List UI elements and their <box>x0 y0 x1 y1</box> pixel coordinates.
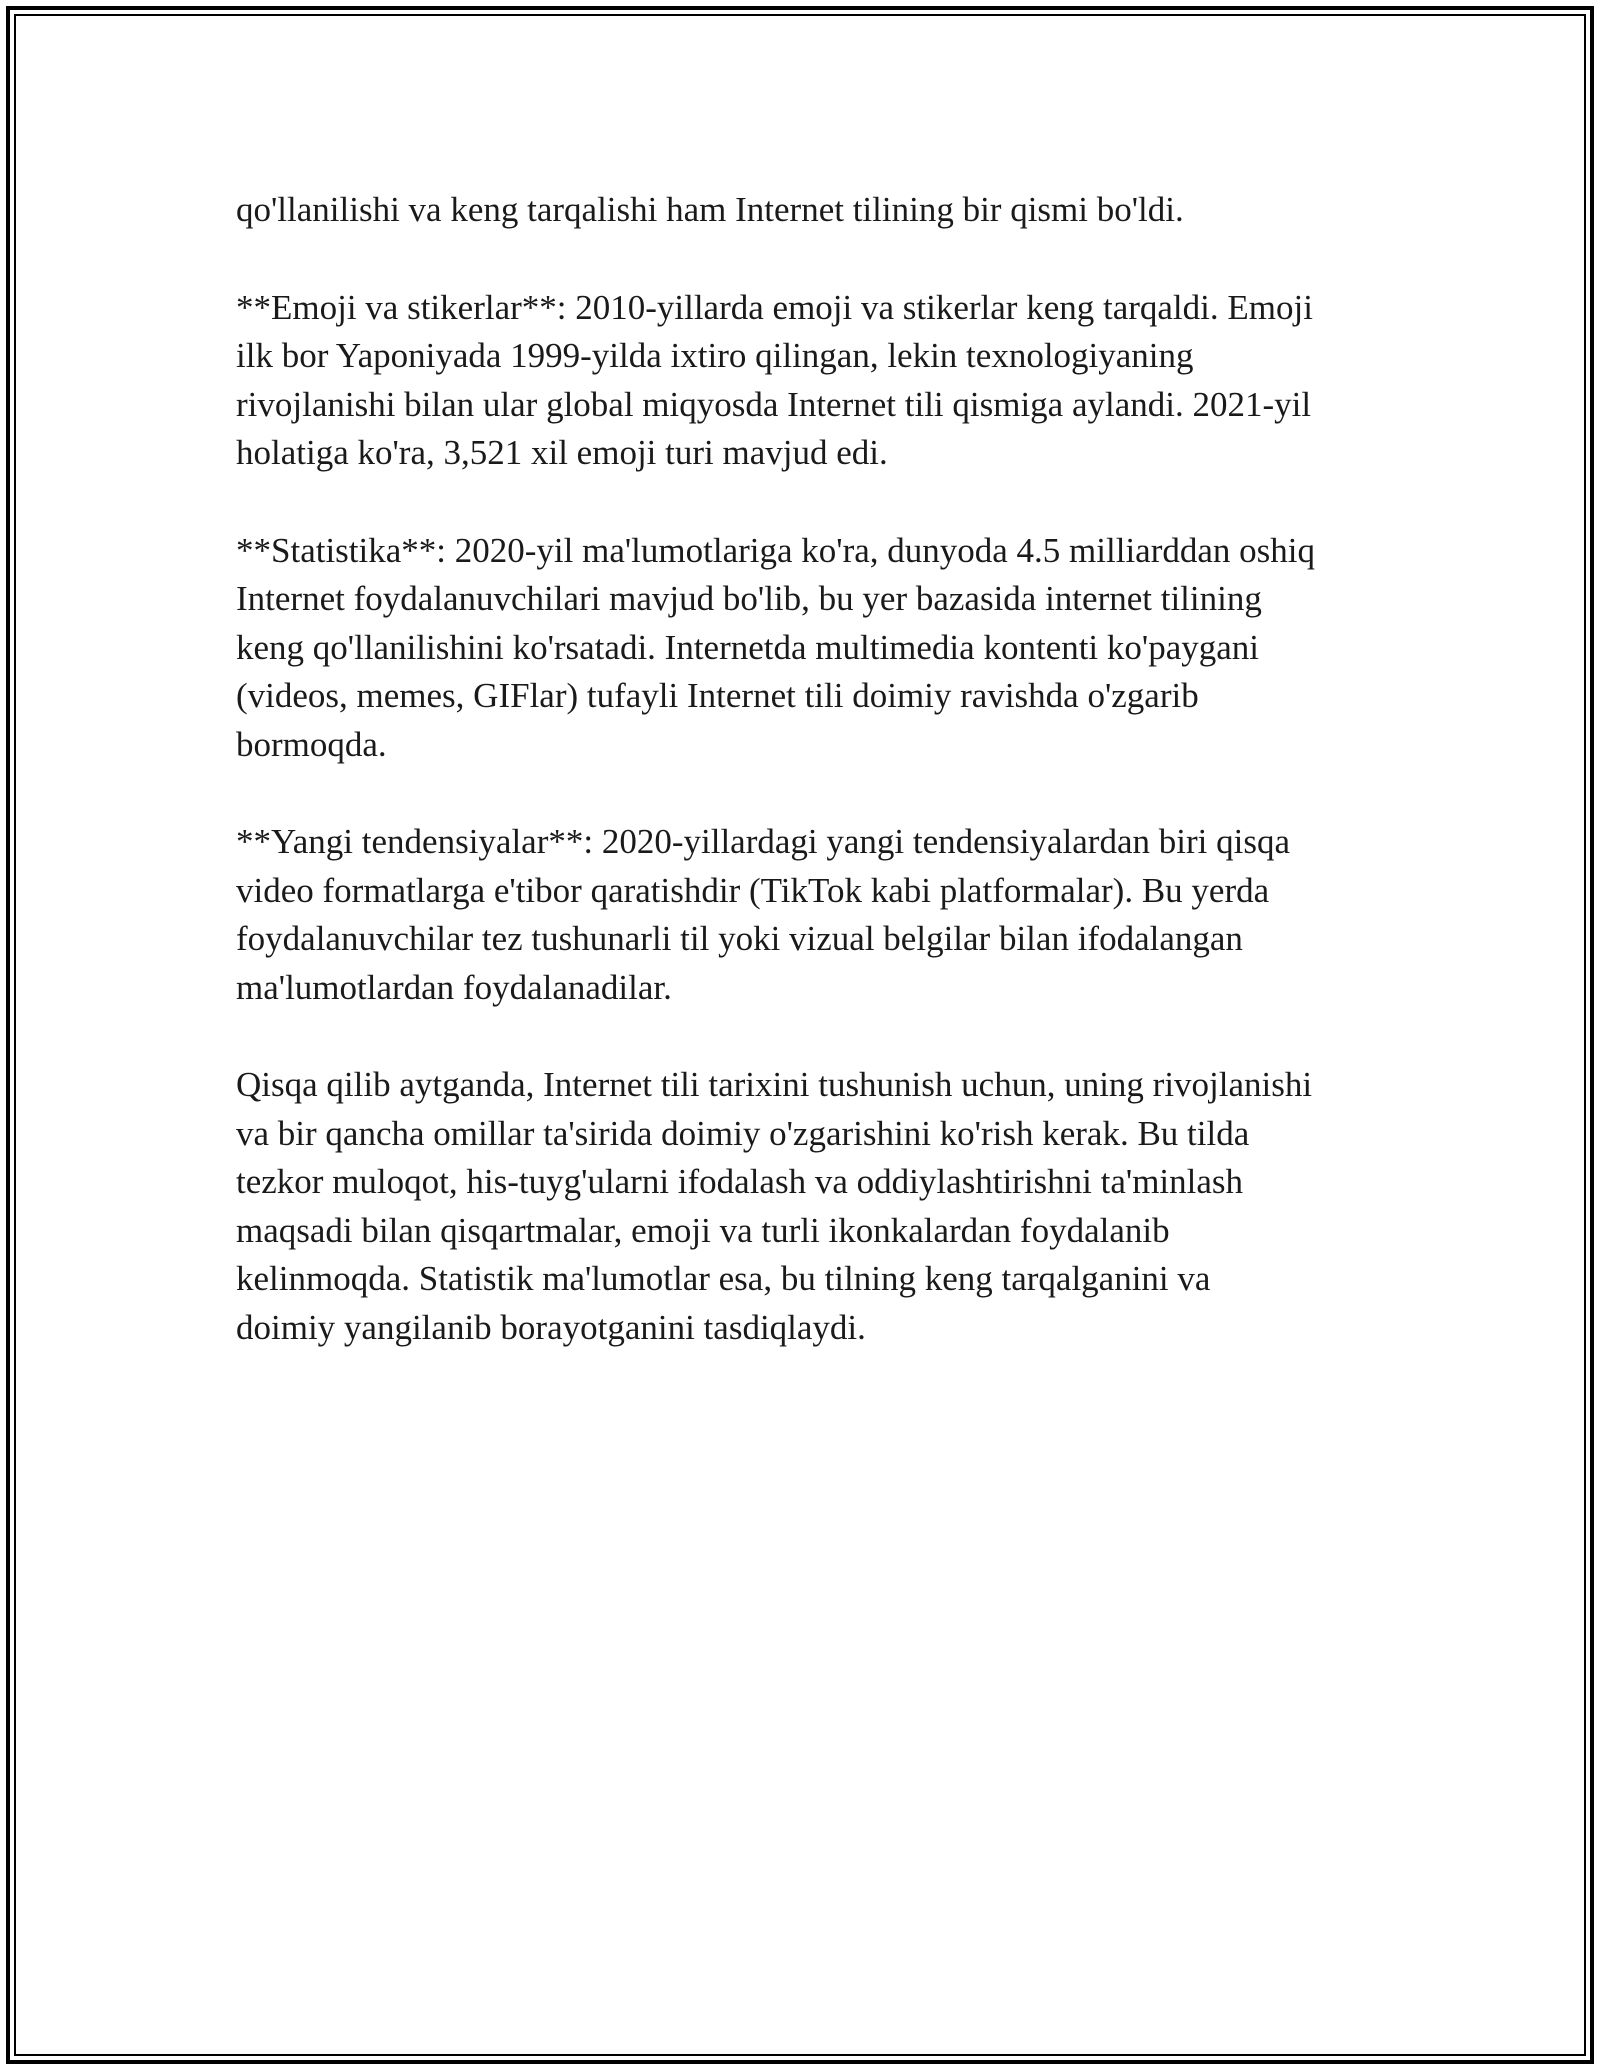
text-line: doimiy yangilanib borayotganini tasdiqlaydi. <box>236 1307 866 1347</box>
text-line: foydalanuvchilar tez tushunarli til yoki vizual belgilar bilan ifodalangan <box>236 919 1243 958</box>
text-line: ilk bor Yaponiyada 1999-yilda ixtiro qilingan, lekin texnologiyaning <box>236 336 1194 375</box>
text-line: keng qo'llanilishini ko'rsatadi. Internetda multimedia kontenti ko'paygani <box>236 627 1259 667</box>
paragraph-emoji-stickers <box>236 284 1376 478</box>
text-line: **Emoji va stikerlar**: 2010-yillarda emoji va stikerlar keng tarqaldi. Emoji <box>236 287 1313 327</box>
text-line: holatiga ko'ra, 3,521 xil emoji turi mavjud edi. <box>236 433 888 472</box>
text-line: maqsadi bilan qisqartmalar, emoji va turli ikonkalardan foydalanib <box>236 1210 1170 1250</box>
text-line: kelinmoqda. Statistik ma'lumotlar esa, bu tilning keng tarqalganini va <box>236 1259 1211 1298</box>
text-line: (videos, memes, GIFlar) tufayli Internet tili doimiy ravishda o'zgarib <box>236 676 1199 715</box>
paragraph-new-trends <box>236 818 1376 1012</box>
text-line: Qisqa qilib aytganda, Internet tili tarixini tushunish uchun, uning rivojlanishi <box>236 1065 1313 1104</box>
text-line: va bir qancha omillar ta'sirida doimiy o'zgarishini ko'rish kerak. Bu tilda <box>236 1113 1250 1153</box>
text-line: bormoqda. <box>236 724 387 764</box>
text-line: **Statistika**: 2020-yil ma'lumotlariga ko'ra, dunyoda 4.5 milliarddan oshiq <box>236 530 1315 570</box>
text-line: video formatlarga e'tibor qaratishdir (TikTok kabi platformalar). Bu yerda <box>236 870 1270 910</box>
text-line: Internet foydalanuvchilari mavjud bo'lib, bu yer bazasida internet tilining <box>236 579 1262 618</box>
text-line: rivojlanishi bilan ular global miqyosda Internet tili qismiga aylandi. 2021-yil <box>236 384 1312 424</box>
text-line: tezkor muloqot, his-tuyg'ularni ifodalash va oddiylashtirishni ta'minlash <box>236 1162 1244 1201</box>
text-line: ma'lumotlardan foydalanadilar. <box>236 967 672 1007</box>
paragraph-statistics <box>236 527 1376 770</box>
text-line: qo'llanilishi va keng tarqalishi ham Internet tilining bir qismi bo'ldi. <box>236 190 1184 229</box>
document-body <box>236 186 1376 1401</box>
paragraph-conclusion <box>236 1061 1376 1352</box>
text-line: **Yangi tendensiyalar**: 2020-yillardagi yangi tendensiyalardan biri qisqa <box>236 822 1290 861</box>
paragraph-continuation <box>236 186 1376 235</box>
